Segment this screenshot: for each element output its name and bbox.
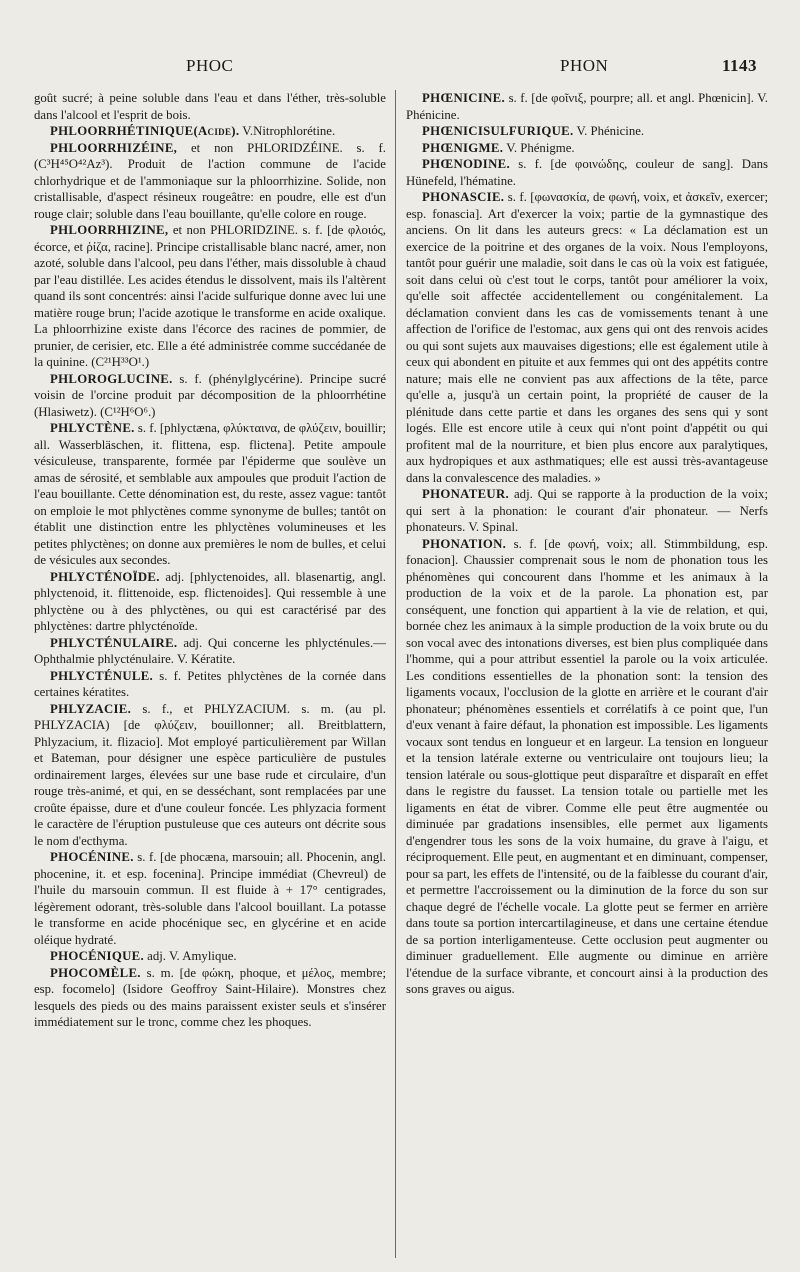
entry-headword: PHLYZACIE.	[50, 701, 132, 716]
dictionary-entry	[406, 486, 768, 536]
page-number: 1143	[722, 56, 758, 75]
entry-definition: s. f. [phlyctæna, φλύκταινα, de φλύζειν, bouillir; all. Wasserbläschen, it. flittena, esp. flictena]. Petite ampoule vésiculeuse, transparente, formée par l'épiderme que soulève un amas de sérosité, et semblable aux ampoules que produit l'action de l'eau bouillante. Cette dénomination est, du reste, assez vague: tantôt on emploie le mot phlyctènes comme synonyme de bulles; tantôt on établit une distinction entre les phlyctènes volumineuses et les petites phlyctènes; on donne aux premières le nom de bulles, et celui de vésicules aux secondes.	[34, 421, 386, 567]
entry-definition: V.Nitrophlorétine.	[242, 124, 336, 138]
left-column	[34, 90, 386, 1258]
dictionary-entry	[34, 965, 386, 1031]
dictionary-entry	[34, 635, 386, 668]
entry-definition: et non PHLORIDZÉINE. s. f. (C³H⁴⁵O⁴²Az³). Produit de l'action commune de l'acide chlorhydrique et de l'ammoniaque sur la phloorrhizine. Solide, non cristallisable, d'aspect résineux rougeâtre: en poudre, elle est d'un rouge clair; soluble dans l'eau bouillante, qu'elle colore en rouge.	[34, 140, 386, 221]
entry-headword: PHLOORRHIZINE,	[50, 223, 169, 237]
dictionary-entry	[34, 569, 386, 635]
dictionary-entry	[406, 536, 768, 998]
entry-headword: PHONATION.	[422, 536, 507, 551]
entry-headword: PHŒNODINE.	[422, 157, 510, 171]
entry-definition: adj. Qui se rapporte à la production de la voix; qui sert à la phonation: le courant d'air phonateur. — Nerfs phonateurs. V. Spinal.	[406, 487, 768, 534]
entry-headword: PHONATEUR.	[422, 487, 510, 501]
entry-definition: goût sucré; à peine soluble dans l'eau et dans l'éther, très-soluble dans l'alcool et l'esprit de bois.	[34, 91, 386, 122]
running-header	[0, 56, 800, 78]
entry-definition: adj. [phlyctenoides, all. blasenartig, angl. phlyctenoid, it. flittenoide, esp. flictenoides]. Qui ressemble à une phlyctène ou à des phlyctènes, ou qui est caractérisé par des phlyctènes: dartre phlycténoïde.	[34, 569, 386, 633]
entry-headword: PHŒNICINE.	[422, 91, 505, 105]
entry-definition: s. f. [φωνασκία, de φωνή, voix, et ἀσκεῖν, exercer; esp. fonascia]. Art d'exercer la voix; partie de la gymnastique des anciens. On lit dans les auteurs grecs: « La déclamation est un exercice de la poitrine et des organes de la voix. Nous l'employons, tantôt pour guérir une maladie, soit dans le cas où la voix est fatiguée, soit dans celui où c'est tout le corps, tantôt pour améliorer la voix, qu'elle soit affectée accidentellement ou congénitalement. La déclamation convient dans les cas de vomissements tenant à une affection de l'orifice de l'estomac, aux gens qui ont des renvois acides ou qui sont sujets aux mauvaises digestions; elle est également utile à ceux qui abondent en pituite et aux femmes qui ont des appétits contre nature; mais elle ne convient pas aux affections de la tête, parce qu'elle a, jusqu'à un certain point, la propriété de causer de la plénitude dans cette partie et dans les organes des sens qui y sont logés. Elle est encore utile à ceux qui n'ont point d'appétit ou qui profitent mal de la nourriture, et bien plus encore aux paralytiques, aux hydropiques et aux asthmatiques; elle est aussi très-avantageuse dans la convalescence des maladies. »	[406, 190, 768, 485]
entry-definition: s. f. [de φοινώδης, couleur de sang]. Dans Hünefeld, l'hématine.	[406, 157, 768, 188]
entry-headword: PHLYCTÈNE.	[50, 421, 135, 435]
entry-definition: et non PHLORIDZINE. s. f. [de φλοιός, écorce, et ῥίζα, racine]. Principe cristallisable blanc nacré, amer, non azoté, soluble dans l'alcool, peu dans l'éther, mais dissoluble à chaud par l'eau distillée. Les acides étendus le dissolvent, mais ils l'altèrent quand ils sont concentrés: ainsi l'acide sulfurique donne avec lui une matière rouge brun; l'acide azotique le transforme en acide oxalique. La phloorrhizine existe dans l'écorce des racines de pommier, de prunier, de cerisier, etc. Elle a été administrée comme succédanée de la quinine. (C²¹H³³O¹.)	[34, 223, 386, 369]
dictionary-entry	[34, 849, 386, 948]
dictionary-entry	[34, 420, 386, 569]
entry-headword: PHLYCTÉNOÏDE.	[50, 569, 160, 584]
dictionary-entry	[34, 123, 386, 140]
right-column	[406, 90, 768, 1258]
dictionary-entry	[34, 371, 386, 421]
dictionary-entry	[34, 948, 386, 965]
entry-headword: PHLYCTÉNULE.	[50, 668, 154, 683]
dictionary-entry	[406, 123, 768, 140]
entry-headword: PHOCÉNIQUE.	[50, 949, 144, 963]
dictionary-entry	[406, 140, 768, 157]
entry-definition: s. f. (phénylglycérine). Principe sucré voisin de l'orcine produit par décomposition de la phloorrhétine (Hlasiwetz). (C¹²H⁶O⁶.)	[34, 371, 386, 419]
entry-headword: PHONASCIE.	[422, 190, 505, 204]
dictionary-entry	[406, 189, 768, 486]
dictionary-entry	[406, 90, 768, 123]
entry-definition: s. f. [de phocæna, marsouin; all. Phocenin, angl. phocenine, it. et esp. focenina]. Principe immédiat (Chevreul) de l'huile du marsouin commun. Il est fluide à + 17° centigrades, légèrement odorant, très-soluble dans l'alcool bouillant. La potasse le transforme en acide phocénique sec, en glycérine et en acide oléique hydraté.	[34, 850, 386, 947]
header-left-guideword: PHOC	[186, 56, 234, 75]
dictionary-entry	[34, 90, 386, 123]
dictionary-entry	[406, 156, 768, 189]
header-right-guideword: PHON	[560, 56, 609, 75]
entry-headword: PHOCOMÈLE.	[50, 965, 141, 980]
entry-headword: PHŒNICISULFURIQUE.	[422, 124, 574, 138]
entry-definition: s. f. [de φωνή, voix; all. Stimmbildung, esp. fonacion]. Chaussier comprenait sous le nom de phonation tous les phénomènes qui concourent dans l'homme et les animaux à la production de la voix et de la parole. La phonation est, par conséquent, une fonction qui appartient à la vie de relation, et qui, bornée chez les animaux à la simple production de la voix brute ou du son vocal avec des intonations diverses, est bien plus compliquée dans l'homme, qui a pour attribut essentiel la parole ou la voix articulée. Les conditions essentielles de la phonation sont: la tension des ligaments vocaux, l'occlusion de la glotte en arrière et le courant d'air phonateur; phénomènes essentiels et corrélatifs à ce point que, l'un d'eux venant à faire défaut, la phonation est impossible. Les ligaments vocaux sont tendus en longueur et en largeur. La tension en longueur et la tension latérale externe ou ventriculaire ont toujours lieu; la tension latérale ou sous-glottique peut disparaître et disparaît en effet dans le registre du fausset. La tension totale ou partielle met les ligaments en état de vibrer. Comme elle peut être augmentée ou diminuée par gradations insensibles, elle permet aux ligaments d'engendrer tous les sons de la voix humaine, du grave à l'aigu, et réciproquement. Elle peut, en augmentant et en diminuant, compenser, pour sa part, les effets de l'intensité, ou de la faiblesse du courant d'air, et permettre l'accroissement ou la diminution de la force du son sur chaque degré de l'échelle vocale. La glotte peut se fermer en arrière dans toute sa portion intercartilagineuse, et dans une certaine étendue de sa portion interligamenteuse. Cette occlusion peut augmenter ou diminuer graduellement. Elle augmente ou diminue en arrière l'étendue de la surface vibrante, et concourt ainsi à la production des sons graves ou aigus.	[406, 536, 768, 996]
dictionary-entry	[34, 701, 386, 850]
entry-definition: s. f. Petites phlyctènes de la cornée dans certaines kératites.	[34, 668, 386, 699]
entry-headword: PHLOORRHÉTINIQUE(Acide).	[50, 124, 240, 138]
entry-definition: adj. Qui concerne les phlycténules.— Ophthalmie phlycténulaire. V. Kératite.	[34, 635, 386, 666]
dictionary-entry	[34, 668, 386, 701]
entry-headword: PHLYCTÉNULAIRE.	[50, 635, 178, 650]
entry-definition: adj. V. Amylique.	[147, 949, 237, 963]
entry-headword: PHŒNIGME.	[422, 140, 504, 155]
entry-definition: s. f., et PHLYZACIUM. s. m. (au pl. PHLYZACIA) [de φλύζειν, bouillonner; all. Breitblattern, Phlyzacium, it. flizacio]. Mot employé particulièrement par Willan et Bateman, pour désigner une espèce particulière de pustules ordinairement larges, élevées sur une base rude et circulaire, d'un rouge très-animé, et qui, en se desséchant, sont remplacées par une croûte épaisse, dure et d'une couleur foncée. Les phlyzacia forment le caractère de l'éruption pustuleuse que ces auteurs ont décrite sous le nom d'ecthyma.	[34, 701, 386, 848]
entry-headword: PHLOROGLUCINE.	[50, 371, 173, 386]
entry-headword: PHLOORRHIZÉINE,	[50, 140, 178, 155]
entry-definition: s. m. [de φώκη, phoque, et μέλος, membre; esp. focomelo] (Isidore Geoffroy Saint-Hilaire). Monstres chez lesquels des pieds ou des mains paraissent exister seuls et s'insérer immédiatement sur le tronc, comme chez les phoques.	[34, 965, 386, 1029]
entry-definition: V. Phénigme.	[506, 140, 575, 155]
column-divider	[395, 90, 396, 1258]
dictionary-entry	[34, 222, 386, 371]
entry-definition: V. Phénicine.	[576, 124, 645, 138]
entry-definition: s. f. [de φοῖνιξ, pourpre; all. et angl. Phœnicin]. V. Phénicine.	[406, 91, 768, 122]
entry-headword: PHOCÉNINE.	[50, 850, 134, 864]
dictionary-entry	[34, 140, 386, 223]
